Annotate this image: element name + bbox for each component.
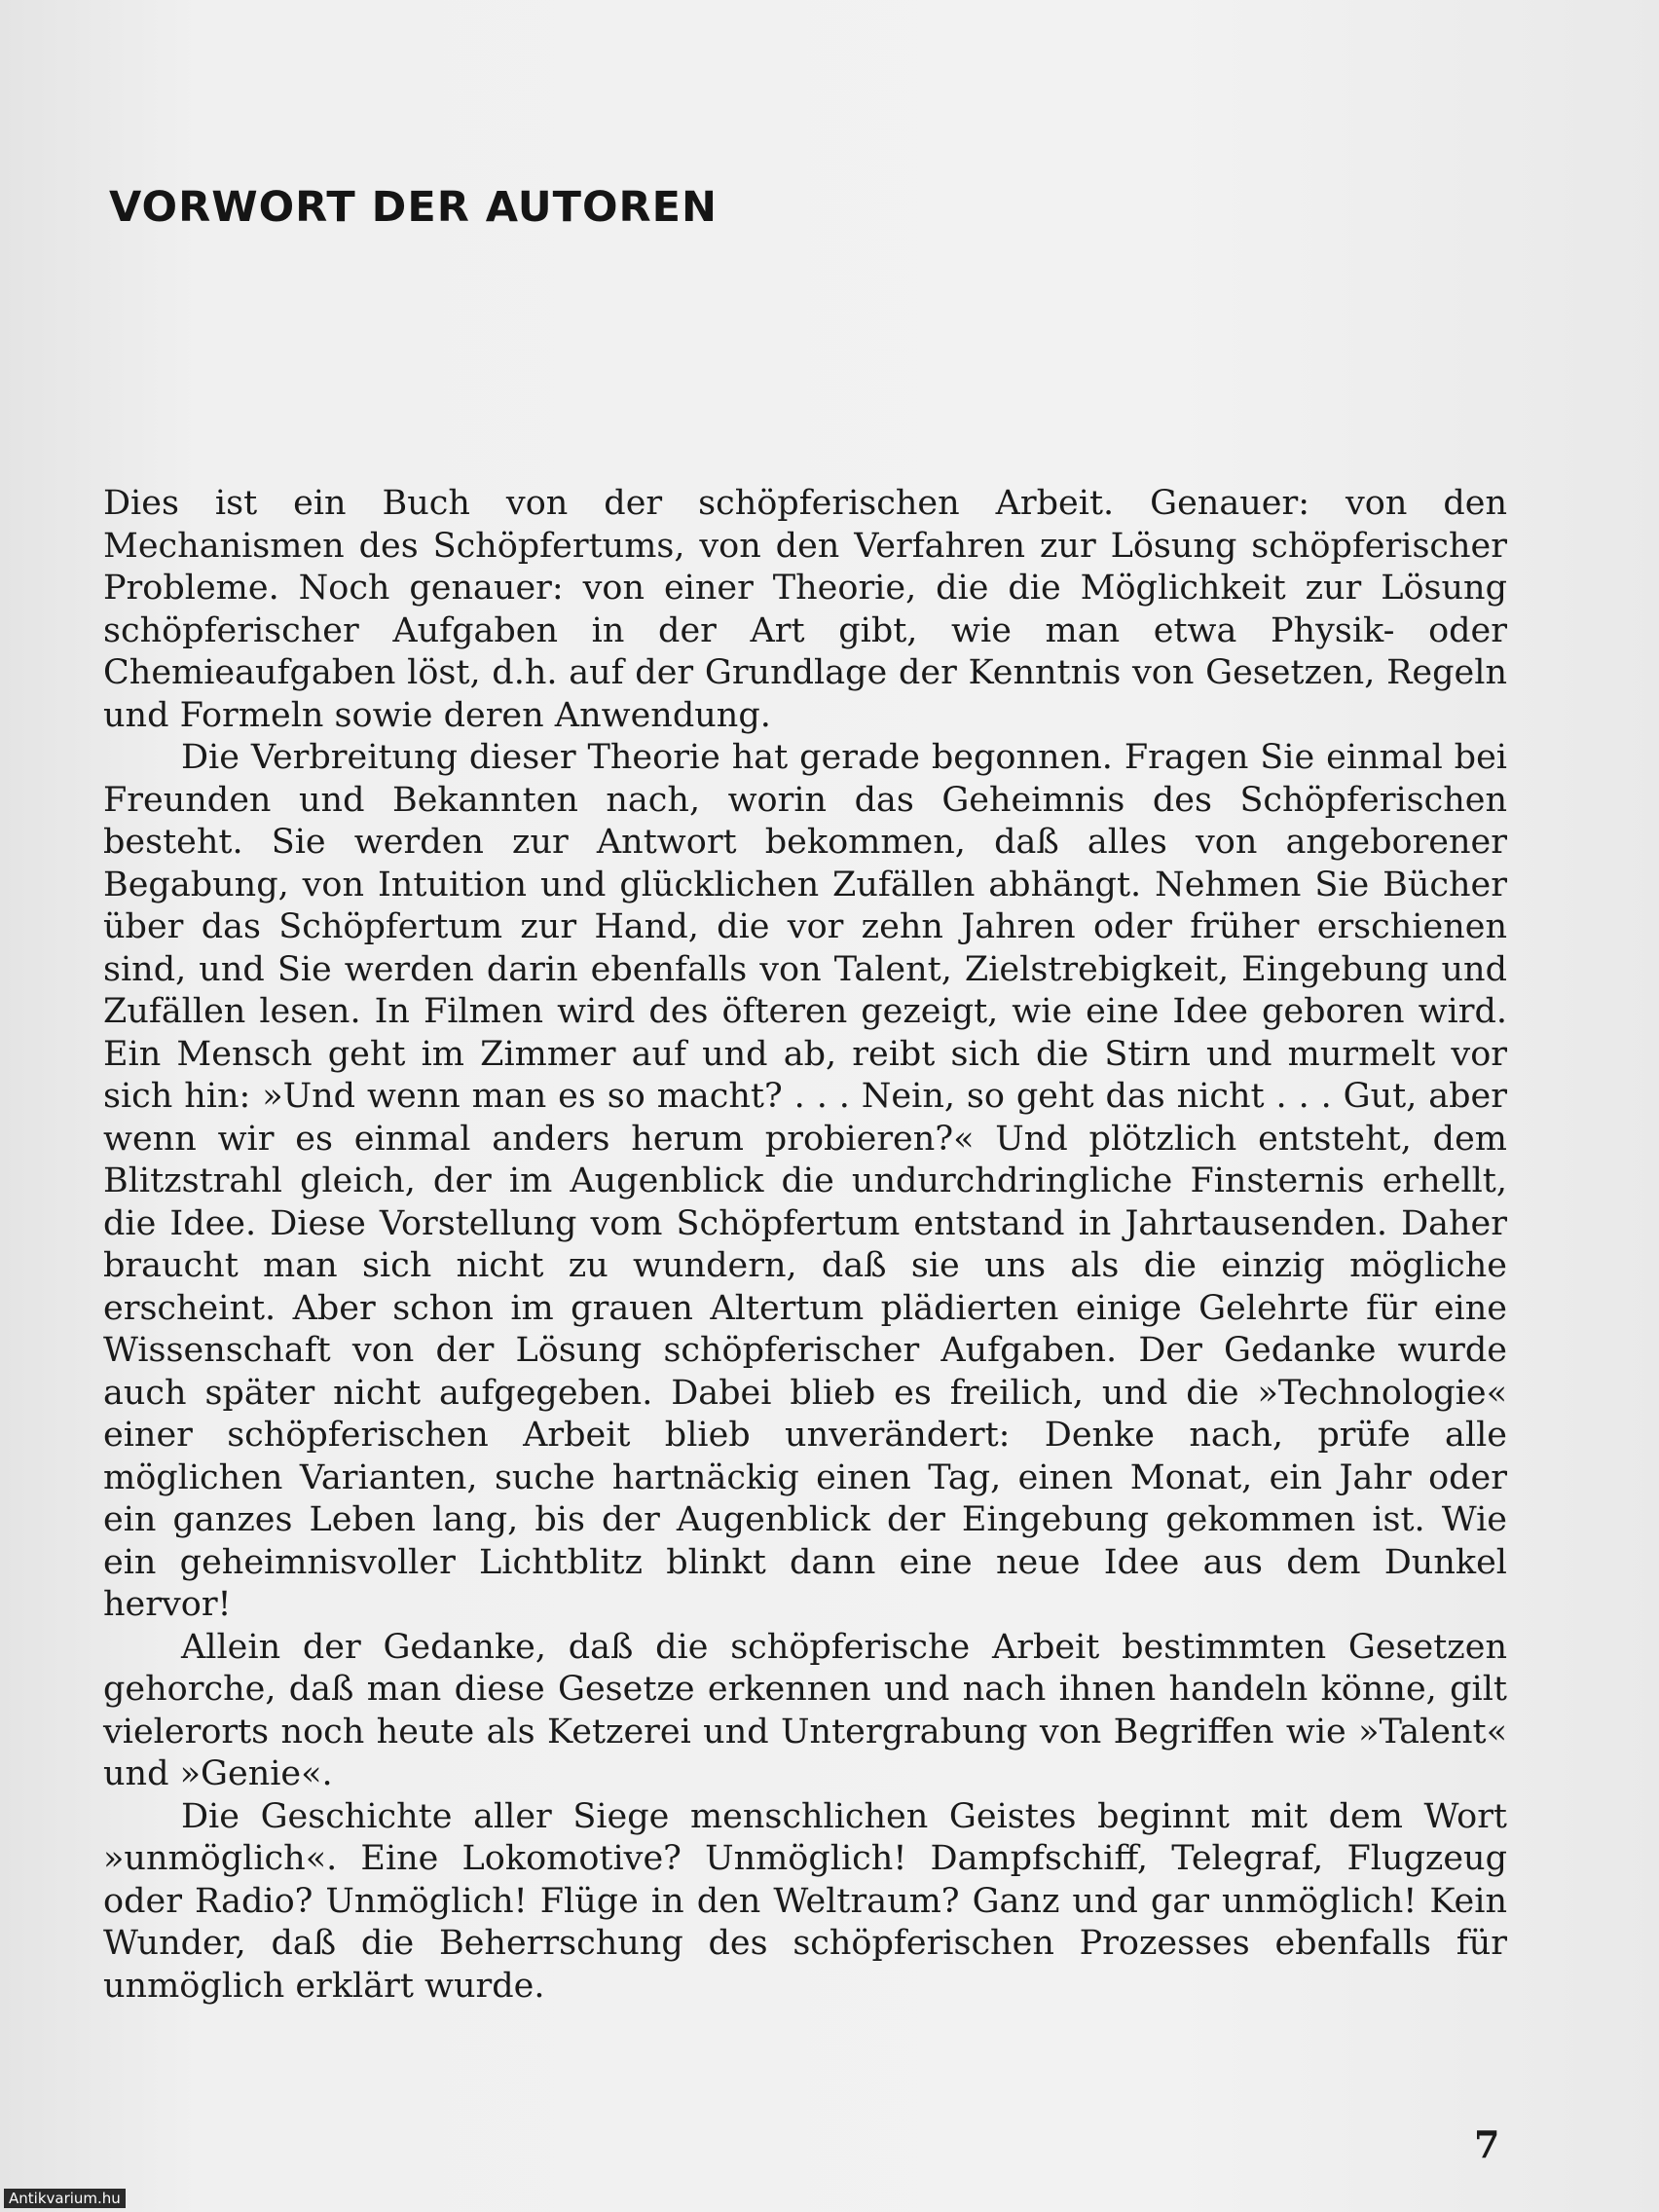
- paragraph-2: Die Verbreitung dieser Theorie hat gerade begonnen. Fragen Sie einmal bei Freunden und Bekannten nach, worin das Geheimnis des Schöpferischen besteht. Sie werden zur Antwort bekommen, daß alles von angeborener Begabung, von Intuition und glücklichen Zufällen abhängt. Nehmen Sie Bücher über das Schöpfertum zur Hand, die vor zehn Jahren oder früher erschienen sind, und Sie werden darin ebenfalls von Talent, Zielstrebigkeit, Eingebung und Zufällen lesen. In Filmen wird des öfteren gezeigt, wie eine Idee geboren wird. Ein Mensch geht im Zimmer auf und ab, reibt sich die Stirn und murmelt vor sich hin: »Und wenn man es so macht? . . . Nein, so geht das nicht . . . Gut, aber wenn wir es einmal anders herum probieren?« Und plötzlich entsteht, dem Blitzstrahl gleich, der im Augenblick die undurchdringliche Finsternis erhellt, die Idee. Diese Vorstellung vom Schöpfertum entstand in Jahrtausenden. Daher braucht man sich nicht zu wundern, daß sie uns als die einzig mögliche erscheint. Aber schon im grauen Altertum plädierten einige Gelehrte für eine Wissenschaft von der Lösung schöpferischer Aufgaben. Der Gedanke wurde auch später nicht aufgegeben. Dabei blieb es freilich, und die »Technologie« einer schöpferischen Arbeit blieb unverändert: Denke nach, prüfe alle möglichen Varianten, suche hartnäckig einen Tag, einen Monat, ein Jahr oder ein ganzes Leben lang, bis der Augenblick der Eingebung gekommen ist. Wie ein geheimnisvoller Lichtblitz blinkt dann eine neue Idee aus dem Dunkel hervor!: [103, 738, 1507, 1624]
- body-text: [103, 483, 1507, 2008]
- page-number: 7: [1474, 2122, 1500, 2166]
- chapter-heading: VORWORT DER AUTOREN: [109, 183, 719, 232]
- paragraph-4: Die Geschichte aller Siege menschlichen Geistes beginnt mit dem Wort »unmöglich«. Eine Lokomotive? Unmöglich! Dampfschiff, Telegraf, Flugzeug oder Radio? Unmöglich! Flüge in den Weltraum? Ganz und gar unmöglich! Kein Wunder, daß die Beherrschung des schöpferischen Prozesses ebenfalls für unmöglich erklärt wurde.: [103, 1796, 1507, 2006]
- watermark: Antikvarium.hu: [4, 2189, 126, 2208]
- paragraph-1: Dies ist ein Buch von der schöpferischen Arbeit. Genauer: von den Mechanismen des Schöpfertums, von den Verfahren zur Lösung schöpferischer Probleme. Noch genauer: von einer Theorie, die die Möglichkeit zur Lösung schöpferischer Aufgaben in der Art gibt, wie man etwa Physik- oder Chemieaufgaben löst, d.h. auf der Grundlage der Kenntnis von Gesetzen, Regeln und Formeln sowie deren Anwendung.: [103, 484, 1507, 735]
- paragraph-3: Allein der Gedanke, daß die schöpferische Arbeit bestimmten Gesetzen gehorche, daß man diese Gesetze erkennen und nach ihnen handeln könne, gilt vielerorts noch heute als Ketzerei und Untergrabung von Begriffen wie »Talent« und »Genie«.: [103, 1627, 1507, 1793]
